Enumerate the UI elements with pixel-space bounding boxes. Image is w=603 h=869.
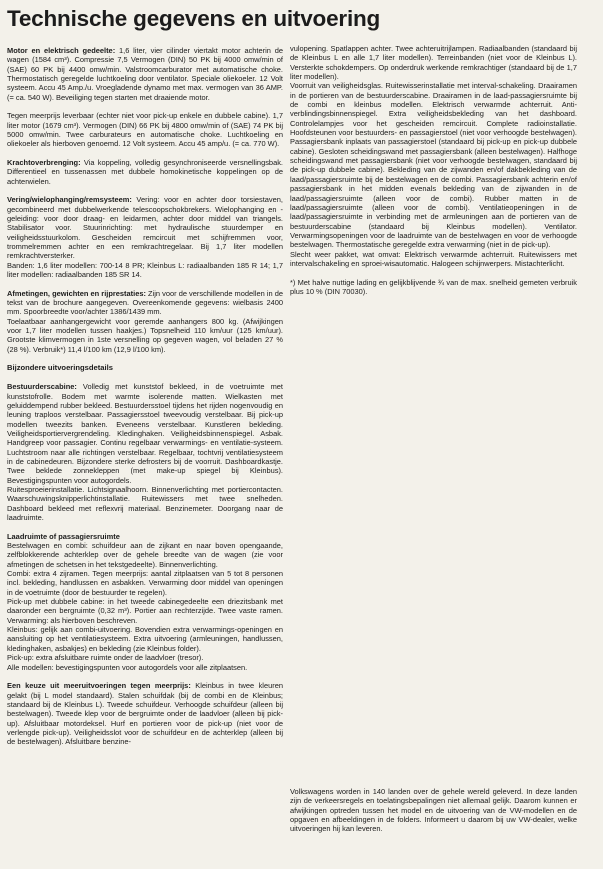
options-heading: Een keuze uit meeruitvoeringen tegen meerprijs:	[7, 681, 191, 691]
cabin-heading: Bestuurderscabine:	[7, 382, 77, 392]
suspension-text: Vering: voor en achter door torsiestaven, gecombineerd met dubbelwerkende telescoopschokbrekers. Wielophanging en -geleiding: voor door draag- en leidarmen, achter door middel van triangels. Stabilisator voor. Stuurinrichting: met hydraulische stuurdemper en veiligheidsstuurkolom. Gescheiden remcircuit met schijfremmen voor, trommelremmen achter en een remkrachtregelaar. Bij 1,7 liter modellen remkrachtversterker.	[7, 195, 283, 261]
pickup-double-cab-text: Pick-up met dubbele cabine: in het tweede cabinegedeelte een driezitsbank met daaronder een bergruimte (0,32 m³). Portier aan rechterzijde. Twee vaste ramen. Verwarming: als hierboven beschreven.	[7, 597, 283, 625]
special-details-heading: Bijzondere uitvoeringsdetails	[7, 363, 113, 373]
suspension-heading: Vering/wielophanging/remsysteem:	[7, 195, 132, 205]
dimensions-heading: Afmetingen, gewichten en rijprestaties:	[7, 288, 146, 298]
pickup-text: Pick-up: extra afsluitbare ruimte onder de laadvloer (tresor).	[7, 653, 204, 663]
bleed-through-shadow	[582, 668, 603, 714]
consumption-footnote: *) Met halve nuttige lading en gelijkblijvende ¾ van de max. snelheid gemeten verbruik plus 10 % (DIN 70030).	[290, 277, 577, 296]
left-column	[7, 46, 283, 836]
cabin-paragraph	[7, 382, 283, 485]
cabin-equipment-paragraph: Ruitesproeierinstallatie. Lichtsignaalhoorn. Binnenverlichting met portiercontacten. Waarschuwingsknipperlichtinstallatie. Ruitewissers met twee snelheden. Dashboard bekleed met reflexvrij materiaal. Benzinemeter. Doorgang naar de laadruimte.	[7, 485, 283, 523]
kleinbus-text: Kleinbus: gelijk aan combi-uitvoering. Bovendien extra verwarmings-openingen en aansluiting op het ventilatiesysteem. Extra uitvoering (armleuningen, handlussen, kledinghaken, asbakjes) en bekleding (zie Kleinbus folder).	[7, 625, 283, 653]
dimensions-text: Zijn voor de verschillende modellen in de tekst van de brochure aangegeven. Overeenkomende gegevens: wielbasis 2400 mm. Spoorbreedte voor/achter 1386/1439 mm.	[7, 288, 283, 317]
engine-heading: Motor en elektrisch gedeelte:	[7, 46, 116, 55]
page-title: Technische gegevens en uitvoering	[7, 6, 381, 31]
options-glass-text: Voorruit van veiligheidsglas. Ruitewisserinstallatie met interval-schakeling. Draairamen in de portieren van de bestuurderscabine. Draairamen in de laad-passagiersruimte bij de combi en kleinbus modellen. Elektrisch verwarmde achterruit. Anti-verblindingsbinnenspiegel. Extra veiligheidsbekleding van het dashboard. Controlelampjes voor het gescheiden remcircuit. Complete radioinstallatie. Hoofdsteunen voor bestuurders- en passagierstoel (niet voor verhoogde bestelwagen). Passagiersbank inplaats van passagierstoel (standaard bij pick-up en pick-up dubbele cabine). Gesloten scheidingswand met passagiersbank (alleen bestelwagen). Halfhoge scheidingswand met passagiersbank (niet voor verhoogde bestelwagen, standaard bij de pick-up dubbele cabine). Bekleding van de zijwanden en/of dakbekleding van de laad/passagiersruimte bij de bestelwagen en de combi. Passagiersbank achterin en/of passagiersbank in het midden evenals bekleding van de zijwanden in de laad/passagiersruimte (alleen voor de combi). Rubber matten in de laad/passagiersruimte (alleen voor de combi). Ventilatieopeningen in de laad/passagiersruimte in verbinding met de armleuningen aan de portieren van de bestuurderscabine (standaard bij Kleinbus modellen). Ventilator. Verwarmingsopeningen voor de laadruimte van de bestelwagen en voor de verhoogde bestelwagen. Thermostatische geregelde extra verwarming (niet in de pick-up).	[290, 81, 577, 250]
load-space-text: Bestelwagen en combi: schuifdeur aan de zijkant en naar boven opengaande, zelfblokkerende achterklep over de gehele breedte van de wagen (zie voor afmetingen de schetsen in het tekstgedeelte). Binnenverlichting.	[7, 541, 283, 569]
power-heading: Krachtoverbrenging:	[7, 158, 81, 168]
engine-paragraph	[7, 46, 283, 102]
closing-notice: Volkswagens worden in 140 landen over de gehele wereld geleverd. In deze landen zijn de verkeersregels en toelatingsbepalingen niet allemaal gelijk. Daarom kunnen er afwijkingen optreden tussen het model en de uitvoering van de VW-modellen en de opgaven en afbeeldingen in de folders. Informeert u daarom bij uw VW-dealer, welke uitvoeringen hij kan leveren.	[290, 787, 577, 834]
load-space-heading: Laadruimte of passagiersruimte	[7, 531, 120, 541]
right-column	[290, 44, 577, 834]
options-continued-text: vulopening. Spatlappen achter. Twee achteruitrijlampen. Radiaalbanden (standaard bij de Kleinbus L en alle 1,7 liter modellen). Terreinbanden (niet voor de Kleinbus L). Versterkte schokdempers. Op onderdruk werkende remkrachtiger (standaard bij de 1,7 liter modellen).	[290, 44, 577, 82]
power-text: Via koppeling, volledig gesynchroniseerde versnellingsbak. Differentieel en tussenassen met dubbele homokinetische koppelingen op de achterwielen.	[7, 158, 283, 186]
options-text: Kleinbus in twee kleuren gelakt (bij L model standaard). Stalen schuifdak (bij de combi en de Kleinbus; standaard bij de Kleinbus L). Tweede schuifdeur. Verhoogde schuifdeur (alleen bij bestelwagen). Tweede klep voor de bergruimte onder de laadvloer (alleen bij pick-up). Afsluitbaar motordeksel. Hurf en portieren voor de pick-up (niet voor de verlengde pick-up). Veiligheidsslot voor de schuifdeur en de achterklep (alleen bij de bestelwagen). Afsluitbare benzine-	[7, 681, 283, 747]
combi-text: Combi: extra 4 zijramen. Tegen meerprijs: aantal zitplaatsen van 5 tot 8 personen incl. bekleding, handlussen en asbakken. Verwarming door middel van openingen in de voetruimte (door de bestuurder te regelen).	[7, 569, 283, 597]
tyres-paragraph: Banden: 1,6 liter modellen: 700-14 8 PR; Kleinbus L: radiaalbanden 185 R 14; 1,7 liter modellen: radiaalbanden 185 SR 14.	[7, 260, 283, 280]
cabin-text: Volledig met kunststof bekleed, in de voetruimte met kunststofrolle. Bodem met warmte isolerende matten. Wielkasten met geluiddempend rubber bekleed. Bestuurdersstoel tijdens het rijden nogenvoudig en leuning traploos verstelbaar. Passagiersstoel tweevoudig verstelbaar. Bij pick-up modellen tweezits banken. Eveneens verstelbaar. Kunstleren bekleding. Veiligheidsportiervergrendeling. Kledinghaken. Veiligheidsbinnenspiegel. Asbak. Handgreep voor passagier. Continu regelbaar verwarmings- en ventilatie-systeem. Luchtstroom naar alle richtingen verstelbaar. Regelbaar, tochtvrij ventilatiesysteem in de cabinedeuren. Bijzondere sterke defrosters bij de voorruit. Dashboardkastje. Twee beklede zonnekleppen (met make-up spiegel bij Kleinbus). Bevestigingspunten voor autogordels.	[7, 382, 283, 485]
options-paragraph	[7, 681, 283, 746]
all-models-text: Alle modellen: bevestigingspunten voor autogordels voor alle zitplaatsen.	[7, 662, 248, 672]
bad-weather-package-text: Slecht weer pakket, wat omvat: Elektrisch verwarmde achterruit. Ruitewissers met intervalschakeling en sproei-wisautomatic. Halogeen schijnwerpers. Mistachterlicht.	[290, 249, 577, 268]
engine-text: 1,6 liter, vier cilinder viertakt motor achterin de wagen (1584 cm³). Compressie 7,5 Vermogen (DIN) 50 PK bij 4000 omw/min of (SAE) 60 PK bij 4400 omw/min. Valstroomcarburator met automatische choke. Thermostatisch geregelde luchtkoeling door ventilator. Speciale oliekoeler. 12 Volt systeem. Accu 45 Amp./u. Vroegladende dynamo met max. vermogen van 36 AMP. (= ca. 540 W). Beveiliging tegen starten met draaiende motor.	[7, 46, 283, 102]
performance-paragraph: Toelaatbaar aanhangergewicht voor geremde aanhangers 800 kg. (Afwijkingen voor 1,7 liter modellen tussen haakjes.) Topsnelheid 110 km/uur (125 km/uur). Grootste klimvermogen in 1ste versnelling op gegeven wagen, vol beladen 27 % (28 %). Verbruik*) 11,4 l/100 km (12,9 l/100 km).	[7, 316, 283, 354]
power-paragraph	[7, 158, 283, 186]
engine-optional-paragraph: Tegen meerprijs leverbaar (echter niet voor pick-up enkele en dubbele cabine). 1,7 liter motor (1679 cm³). Vermogen (DIN) 66 PK bij 4800 omw/min of (SAE) 74 PK bij 5000 omw/min. Twee carburateurs en automatische choke. Luchtkoeling en oliekoeler als hierboven genoemd. 12 Volt systeem. Accu 45 amp/u. (= ca. 770 W).	[7, 111, 283, 149]
dimensions-paragraph	[7, 289, 283, 317]
suspension-paragraph	[7, 195, 283, 260]
